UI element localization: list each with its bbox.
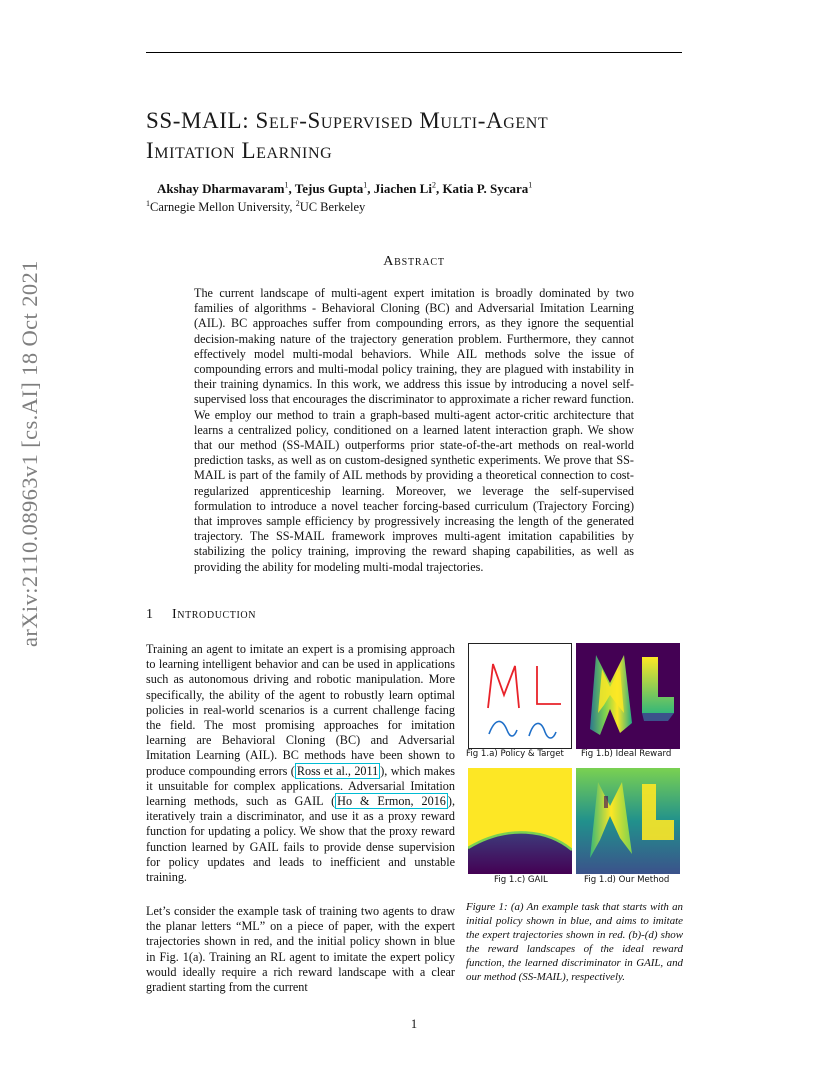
affiliation-berkeley: UC Berkeley (299, 200, 366, 214)
paper-title (146, 106, 686, 166)
author-name: Katia P. Sycara (442, 181, 529, 196)
affiliations (146, 200, 365, 215)
affil-mark: 2 (295, 198, 300, 208)
intro-paragraph-1 (146, 642, 455, 885)
author-name: Akshay Dharmavaram (157, 181, 285, 196)
intro-paragraph-2: Let’s consider the example task of training two agents to draw the planar letters “ML” on a piece of paper, with the expert trajectories shown in red, and the initial policy shown in blue in Fig. 1(a). Training an RL agent to imitate the expert policy would ideally require a rich reward landscape with a clear gradient starting from the current (146, 904, 455, 995)
panel-policy-target (468, 643, 572, 749)
abstract-heading (0, 254, 828, 270)
our-method-heatmap (576, 768, 680, 874)
abstract-text: The current landscape of multi-agent expert imitation is broadly dominated by two families of algorithms - Behavioral Cloning (BC) and Adversarial Imitation Learning (AIL). BC approaches suffer from compounding errors, as they ignore the sequential decision-making nature of the trajectory generation problem. Furthermore, they cannot effectively model multi-modal behaviors. While AIL methods solve the issue of compounding errors and multi-modal policy training, they are plagued with instability in their training dynamics. In this work, we address this issue by introducing a novel self-supervised loss that encourages the discriminator to approximate a richer reward function. We employ our method to train a graph-based multi-agent actor-critic architecture that learns a centralized policy, conditioned on a learned latent interaction graph. We show that our method (SS-MAIL) outperforms prior state-of-the-art methods on real-world prediction tasks, as well as on custom-designed synthetic experiments. We prove that SS-MAIL is part of the family of AIL methods by providing a theoretical connection to cost-regularized apprenticeship learning. Moreover, we leverage the self-supervised formulation to introduce a novel teacher forcing-based curriculum (Trajectory Forcing) that improves sample efficiency by progressively increasing the length of the generated trajectory. The SS-MAIL framework improves multi-agent imitation capabilities by stabilizing the policy training, improving the reward shaping capabilities, as well as providing the ability for modeling multi-modal trajectories. (194, 286, 634, 574)
policy-wave-2 (529, 723, 556, 738)
panel-c-label: Fig 1.c) GAIL (494, 875, 548, 885)
target-letter-l (537, 666, 561, 704)
intro-p1-part-b: ), which makes it unsuitable for complex applications. Adversarial Imitation learning methods, such as GAIL ( (146, 763, 455, 809)
affil-mark: 1 (146, 198, 150, 208)
panel-our-method (576, 768, 680, 874)
author-name: Jiachen Li (373, 181, 432, 196)
panel-b-label: Fig 1.b) Ideal Reward (581, 749, 672, 759)
policy-target-plot (469, 644, 571, 748)
policy-wave-1 (489, 721, 517, 736)
citation-link[interactable]: Ross et al., 2011 (296, 763, 379, 778)
section-number: 1 (146, 607, 154, 622)
section-title: Introduction (172, 607, 257, 622)
gail-heatmap (468, 768, 572, 874)
title-line-1: SS-MAIL: Self-Supervised Multi-Agent (146, 108, 549, 133)
affiliation-cmu: Carnegie Mellon University, (150, 200, 296, 214)
panel-a-label: Fig 1.a) Policy & Target (466, 749, 564, 759)
author-list: Akshay Dharmavaram$^1$, Tejus Gupta$^1$, Jiachen Li$^2$, Katia P. Sycara$^1$ (157, 180, 533, 196)
panel-d-label: Fig 1.d) Our Method (584, 875, 670, 885)
author-affil-mark: 2 (431, 180, 436, 190)
target-letter-m (488, 664, 519, 708)
arxiv-sidebar-stamp: arXiv:2110.08963v1 [cs.AI] 18 Oct 2021 (17, 260, 42, 647)
panel-ideal-reward (576, 643, 680, 749)
section-heading (146, 607, 256, 623)
author-affil-mark: 1 (363, 180, 368, 190)
intro-p1-part-a: Training an agent to imitate an expert is a promising approach to learning intelligent behavior and can be used in applications such as autonomous driving and robotic manipulation. More specifically, the ability of the agent to robustly learn optimal policies in real-world scenarios is a current challenge facing the field. The most promising approaches for imitation learning are Behavioral Cloning (BC) and Adversarial Imitation Learning (AIL). BC methods have been shown to produce compounding errors ( (146, 642, 455, 778)
ideal-reward-heatmap (576, 643, 680, 749)
figure-1 (464, 640, 684, 890)
panel-gail (468, 768, 572, 874)
citation-link[interactable]: Ho & Ermon, 2016 (337, 794, 446, 809)
author-affil-mark: 1 (284, 180, 289, 190)
our-reward-dark-spot (604, 796, 608, 808)
author-affil-mark: 1 (528, 180, 533, 190)
intro-p1-part-c: ), iteratively train a discriminator, and use it as a proxy reward function for updating a policy. We show that the proxy reward function learned by GAIL fails to provide dense supervision for policy updates and leads to inefficient and unstable training. (146, 794, 456, 885)
header-rule (146, 52, 682, 53)
author-name: Tejus Gupta (294, 181, 364, 196)
page-number: 1 (410, 1017, 418, 1031)
abstract-heading-text: Abstract (383, 254, 445, 269)
figure-caption: Figure 1: (a) An example task that starts with an initial policy shown in blue, and aims to imitate the expert trajectories shown in red. (b)-(d) show the reward landscapes of the ideal reward function, the learned discriminator in GAIL, and our method (SS-MAIL), respectively. (466, 901, 683, 983)
title-line-2: Imitation Learning (146, 138, 333, 163)
